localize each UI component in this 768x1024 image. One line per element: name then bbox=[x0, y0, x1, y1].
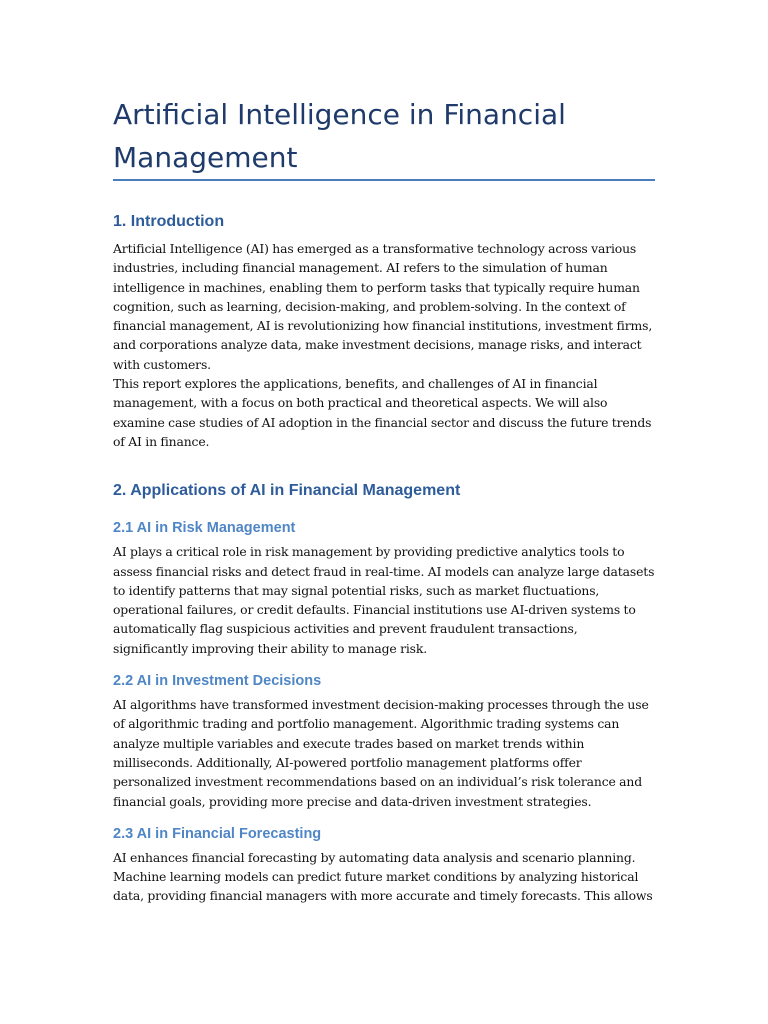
spacer bbox=[113, 508, 655, 517]
document-title: Artificial Intelligence in Financial Management bbox=[113, 98, 566, 174]
subsection-heading-risk-management: 2.1 AI in Risk Management bbox=[113, 520, 296, 537]
risk-management-paragraph: AI plays a critical role in risk management by providing predictive analytics tools to assess financial risks and detect fraud in real-time. AI models can analyze large datasets to identify patterns that may signal potential risks, such as market fluctuations, operational failures, or credit defaults. Financial institutions use AI-driven systems to automatically flag suspicious activities and prevent fraudulent transactions, significantly improving their ability to manage risk. bbox=[113, 544, 655, 656]
document-body bbox=[113, 210, 655, 906]
section-heading-introduction: 1. Introduction bbox=[113, 213, 225, 230]
intro-paragraph-2: This report explores the applications, benefits, and challenges of AI in financial management, with a focus on both practical and theoretical aspects. We will also examine case studies of AI adoption in the financial sector and discuss the future trends of AI in finance. bbox=[113, 376, 652, 449]
title-divider bbox=[113, 179, 655, 181]
spacer bbox=[113, 658, 655, 670]
financial-forecasting-paragraph: AI enhances financial forecasting by automating data analysis and scenario planning. Machine learning models can predict future market conditions by analyzing historical data, providing financial managers with more accurate and timely forecasts. This allows bbox=[113, 849, 653, 904]
section-heading-applications: 2. Applications of AI in Financial Management bbox=[113, 482, 461, 500]
subsection-heading-financial-forecasting: 2.3 AI in Financial Forecasting bbox=[113, 825, 322, 842]
spacer bbox=[113, 811, 655, 823]
investment-decisions-paragraph: AI algorithms have transformed investment decision-making processes through the use of algorithmic trading and portfolio management. Algorithmic trading systems can analyze multiple variables and execute trades based on market trends within milliseconds. Additionally, AI-powered portfolio management platforms offer personalized investment recommendations based on an individual’s risk tolerance and financial goals, providing more precise and data-driven investment strategies. bbox=[113, 697, 649, 809]
intro-paragraph-1: Artificial Intelligence (AI) has emerged as a transformative technology across various industries, including financial management. AI refers to the simulation of human intelligence in machines, enabling them to perform tasks that typically require human cognition, such as learning, decision-making, and problem-solving. In the context of financial management, AI is revolutionizing how financial institutions, investment firms, and corporations analyze data, make investment decisions, manage risks, and interact with customers. bbox=[113, 241, 653, 372]
subsection-heading-investment-decisions: 2.2 AI in Investment Decisions bbox=[113, 673, 322, 690]
spacer bbox=[113, 451, 655, 479]
